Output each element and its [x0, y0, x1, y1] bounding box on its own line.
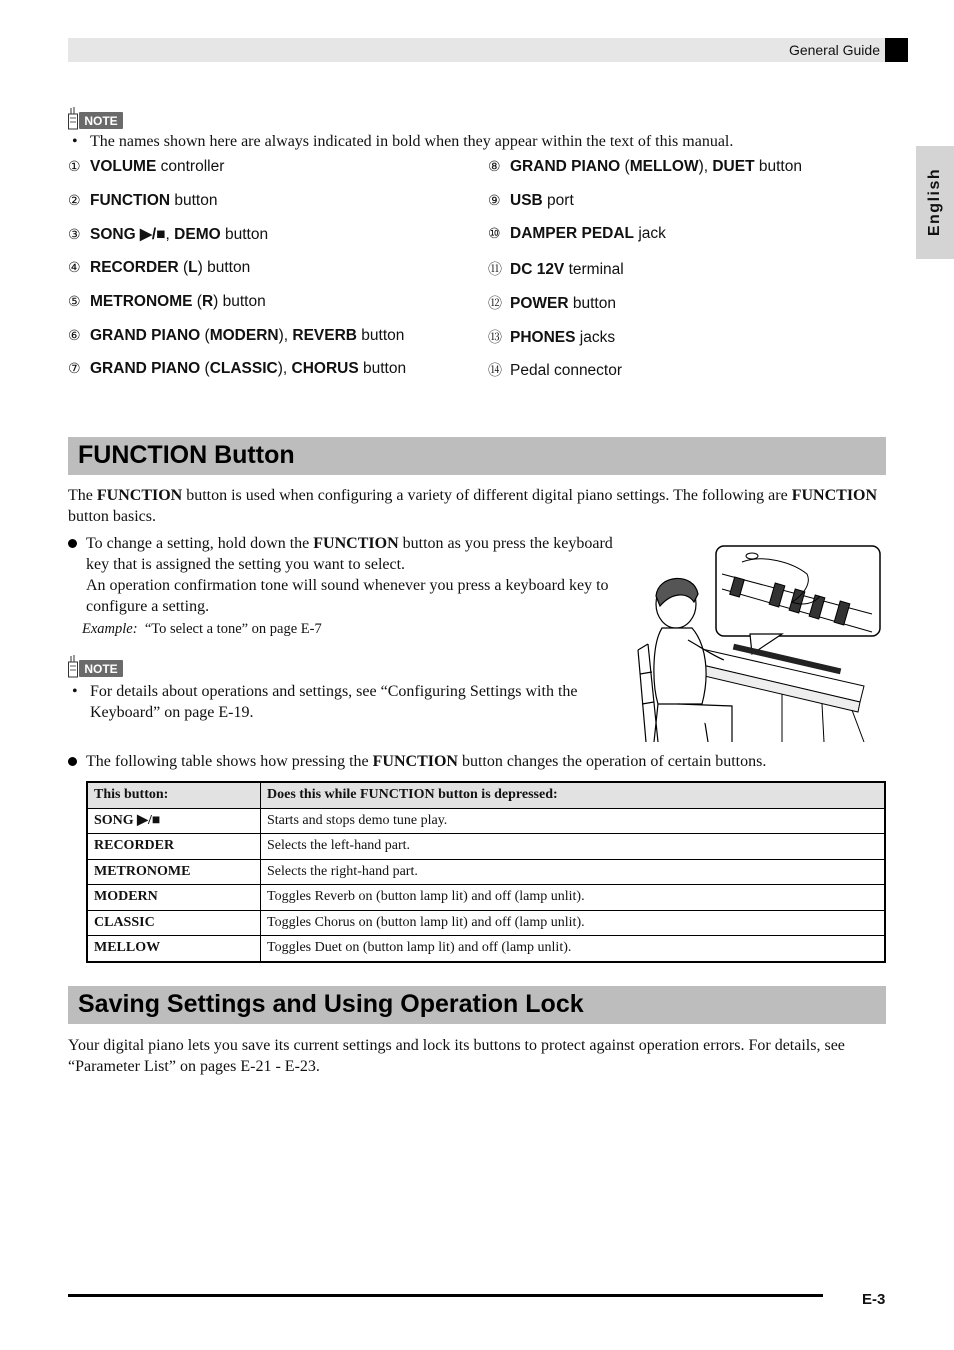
part-list-item [68, 360, 406, 378]
part-number: ⑨ [488, 191, 501, 208]
function-note-body: For details about operations and settings, see “Configuring Settings with the Keyboard” on page E-19. [90, 683, 578, 721]
table-cell-button: MELLOW [87, 936, 261, 962]
function-bullet-2 [68, 751, 888, 772]
part-list-item [488, 293, 616, 313]
table-header-row [87, 782, 885, 808]
part-list-item [488, 158, 802, 176]
function-bullet-2-text: The following table shows how pressing the FUNCTION button changes the operation of certain buttons. [86, 753, 767, 770]
language-side-tab [916, 146, 954, 259]
part-number: ⑥ [68, 326, 81, 343]
part-list-item [488, 192, 574, 210]
part-list-item [68, 225, 268, 244]
table-cell-action: Toggles Chorus on (button lamp lit) and off (lamp unlit). [261, 910, 886, 936]
table-row [87, 859, 885, 885]
part-label: GRAND PIANO (MODERN), REVERB button [90, 326, 405, 344]
parts-list-right [488, 158, 888, 388]
saving-paragraph: Your digital piano lets you save its current settings and lock its buttons to protect against operation errors. For details, see “Parameter List” on pages E-21 - E-23. [68, 1037, 845, 1075]
running-header [68, 38, 908, 62]
function-note-text: • For details about operations and settings, see “Configuring Settings with the Keyboard” on page E-19. [72, 681, 617, 723]
part-number: ④ [68, 259, 81, 276]
part-label: GRAND PIANO (CLASSIC), CHORUS button [90, 360, 407, 378]
table-cell-button: CLASSIC [87, 910, 261, 936]
parts-list-left [68, 158, 468, 388]
function-bullet-1-text: To change a setting, hold down the FUNCTION button as you press the keyboard key that is assigned the setting you want to select. An operation confirmation tone will sound whenever you press a keyboard key to configure a setting. [86, 535, 613, 615]
table-row [87, 834, 885, 860]
part-number: ⑩ [488, 225, 501, 242]
part-label: FUNCTION button [90, 191, 218, 209]
header-section-title: General Guide [788, 42, 880, 58]
part-label: VOLUME controller [90, 158, 225, 175]
section-heading-bar [68, 986, 886, 1024]
table-header-button: This button: [87, 782, 261, 808]
part-label: RECORDER (L) button [90, 259, 251, 277]
section-title-saving: Saving Settings and Using Operation Lock [78, 990, 584, 1018]
table-cell-button: SONG ▶/■ [87, 808, 261, 834]
table-cell-action: Toggles Reverb on (button lamp lit) and off (lamp unlit). [261, 885, 886, 911]
piano-player-illustration [632, 544, 886, 742]
part-number: ⑧ [488, 158, 501, 174]
note-text-body: The names shown here are always indicated in bold when they appear within the text of this manual. [90, 133, 734, 150]
part-label: METRONOME (R) button [90, 292, 266, 310]
example-text: “To select a tone” on page E-7 [144, 621, 322, 637]
table-cell-action: Selects the right-hand part. [261, 859, 886, 885]
note-icon-label: NOTE [84, 662, 118, 676]
table-cell-button: METRONOME [87, 859, 261, 885]
table-cell-button: RECORDER [87, 834, 261, 860]
note-icon [68, 106, 124, 130]
part-number: ⑤ [68, 292, 81, 309]
section-heading-bar [68, 437, 886, 475]
part-number: ① [68, 158, 81, 174]
part-label: Pedal connector [510, 362, 623, 380]
note-icon [68, 654, 124, 678]
part-list-item [68, 327, 404, 345]
note-icon-label: NOTE [84, 114, 118, 128]
part-label: PHONES jacks [510, 328, 616, 346]
header-tab-marker [885, 38, 908, 62]
table-row [87, 936, 885, 962]
note-text: • The names shown here are always indicated in bold when they appear within the text of this manual. [72, 131, 852, 152]
table-row [87, 808, 885, 834]
example-line [82, 621, 322, 638]
table-header-action: Does this while FUNCTION button is depressed: [261, 782, 886, 808]
bullet-dot [68, 539, 77, 548]
table-cell-action: Starts and stops demo tune play. [261, 808, 886, 834]
part-list-item [68, 158, 224, 176]
part-number: ② [68, 191, 81, 208]
page-number: E-3 [862, 1291, 886, 1308]
footer-rule [68, 1294, 823, 1297]
part-number: ⑭ [488, 362, 502, 379]
part-label: SONG ▶/■, DEMO button [90, 226, 269, 244]
table-cell-action: Selects the left-hand part. [261, 834, 886, 860]
part-number: ⑪ [488, 261, 502, 278]
table-cell-button: MODERN [87, 885, 261, 911]
part-label: GRAND PIANO (MELLOW), DUET button [510, 158, 802, 175]
table-row [87, 910, 885, 936]
part-number: ⑦ [68, 360, 81, 377]
part-list-item [68, 259, 250, 277]
example-label: Example: [82, 621, 138, 637]
part-label: USB port [510, 191, 574, 209]
part-list-item [488, 360, 622, 380]
part-list-item [488, 327, 615, 347]
function-intro-paragraph: The FUNCTION button is used when configuring a variety of different digital piano settings. The following are FUNCTION button basics. [68, 487, 878, 525]
part-label: DAMPER PEDAL jack [510, 225, 666, 243]
part-number: ⑫ [488, 294, 502, 311]
table-row [87, 885, 885, 911]
part-number: ③ [68, 226, 81, 243]
part-label: POWER button [510, 294, 616, 312]
part-number: ⑬ [488, 328, 502, 345]
table-cell-action: Toggles Duet on (button lamp lit) and off (lamp unlit). [261, 936, 886, 962]
part-label: DC 12V terminal [510, 261, 624, 279]
function-button-table [86, 781, 886, 963]
function-bullet-1 [68, 533, 613, 617]
part-list-item [488, 259, 624, 279]
bullet-dot [68, 757, 77, 766]
language-label: English [926, 167, 943, 237]
part-list-item [68, 293, 266, 311]
part-list-item [488, 225, 666, 243]
section-title-function: FUNCTION Button [78, 441, 295, 469]
part-list-item [68, 192, 217, 210]
